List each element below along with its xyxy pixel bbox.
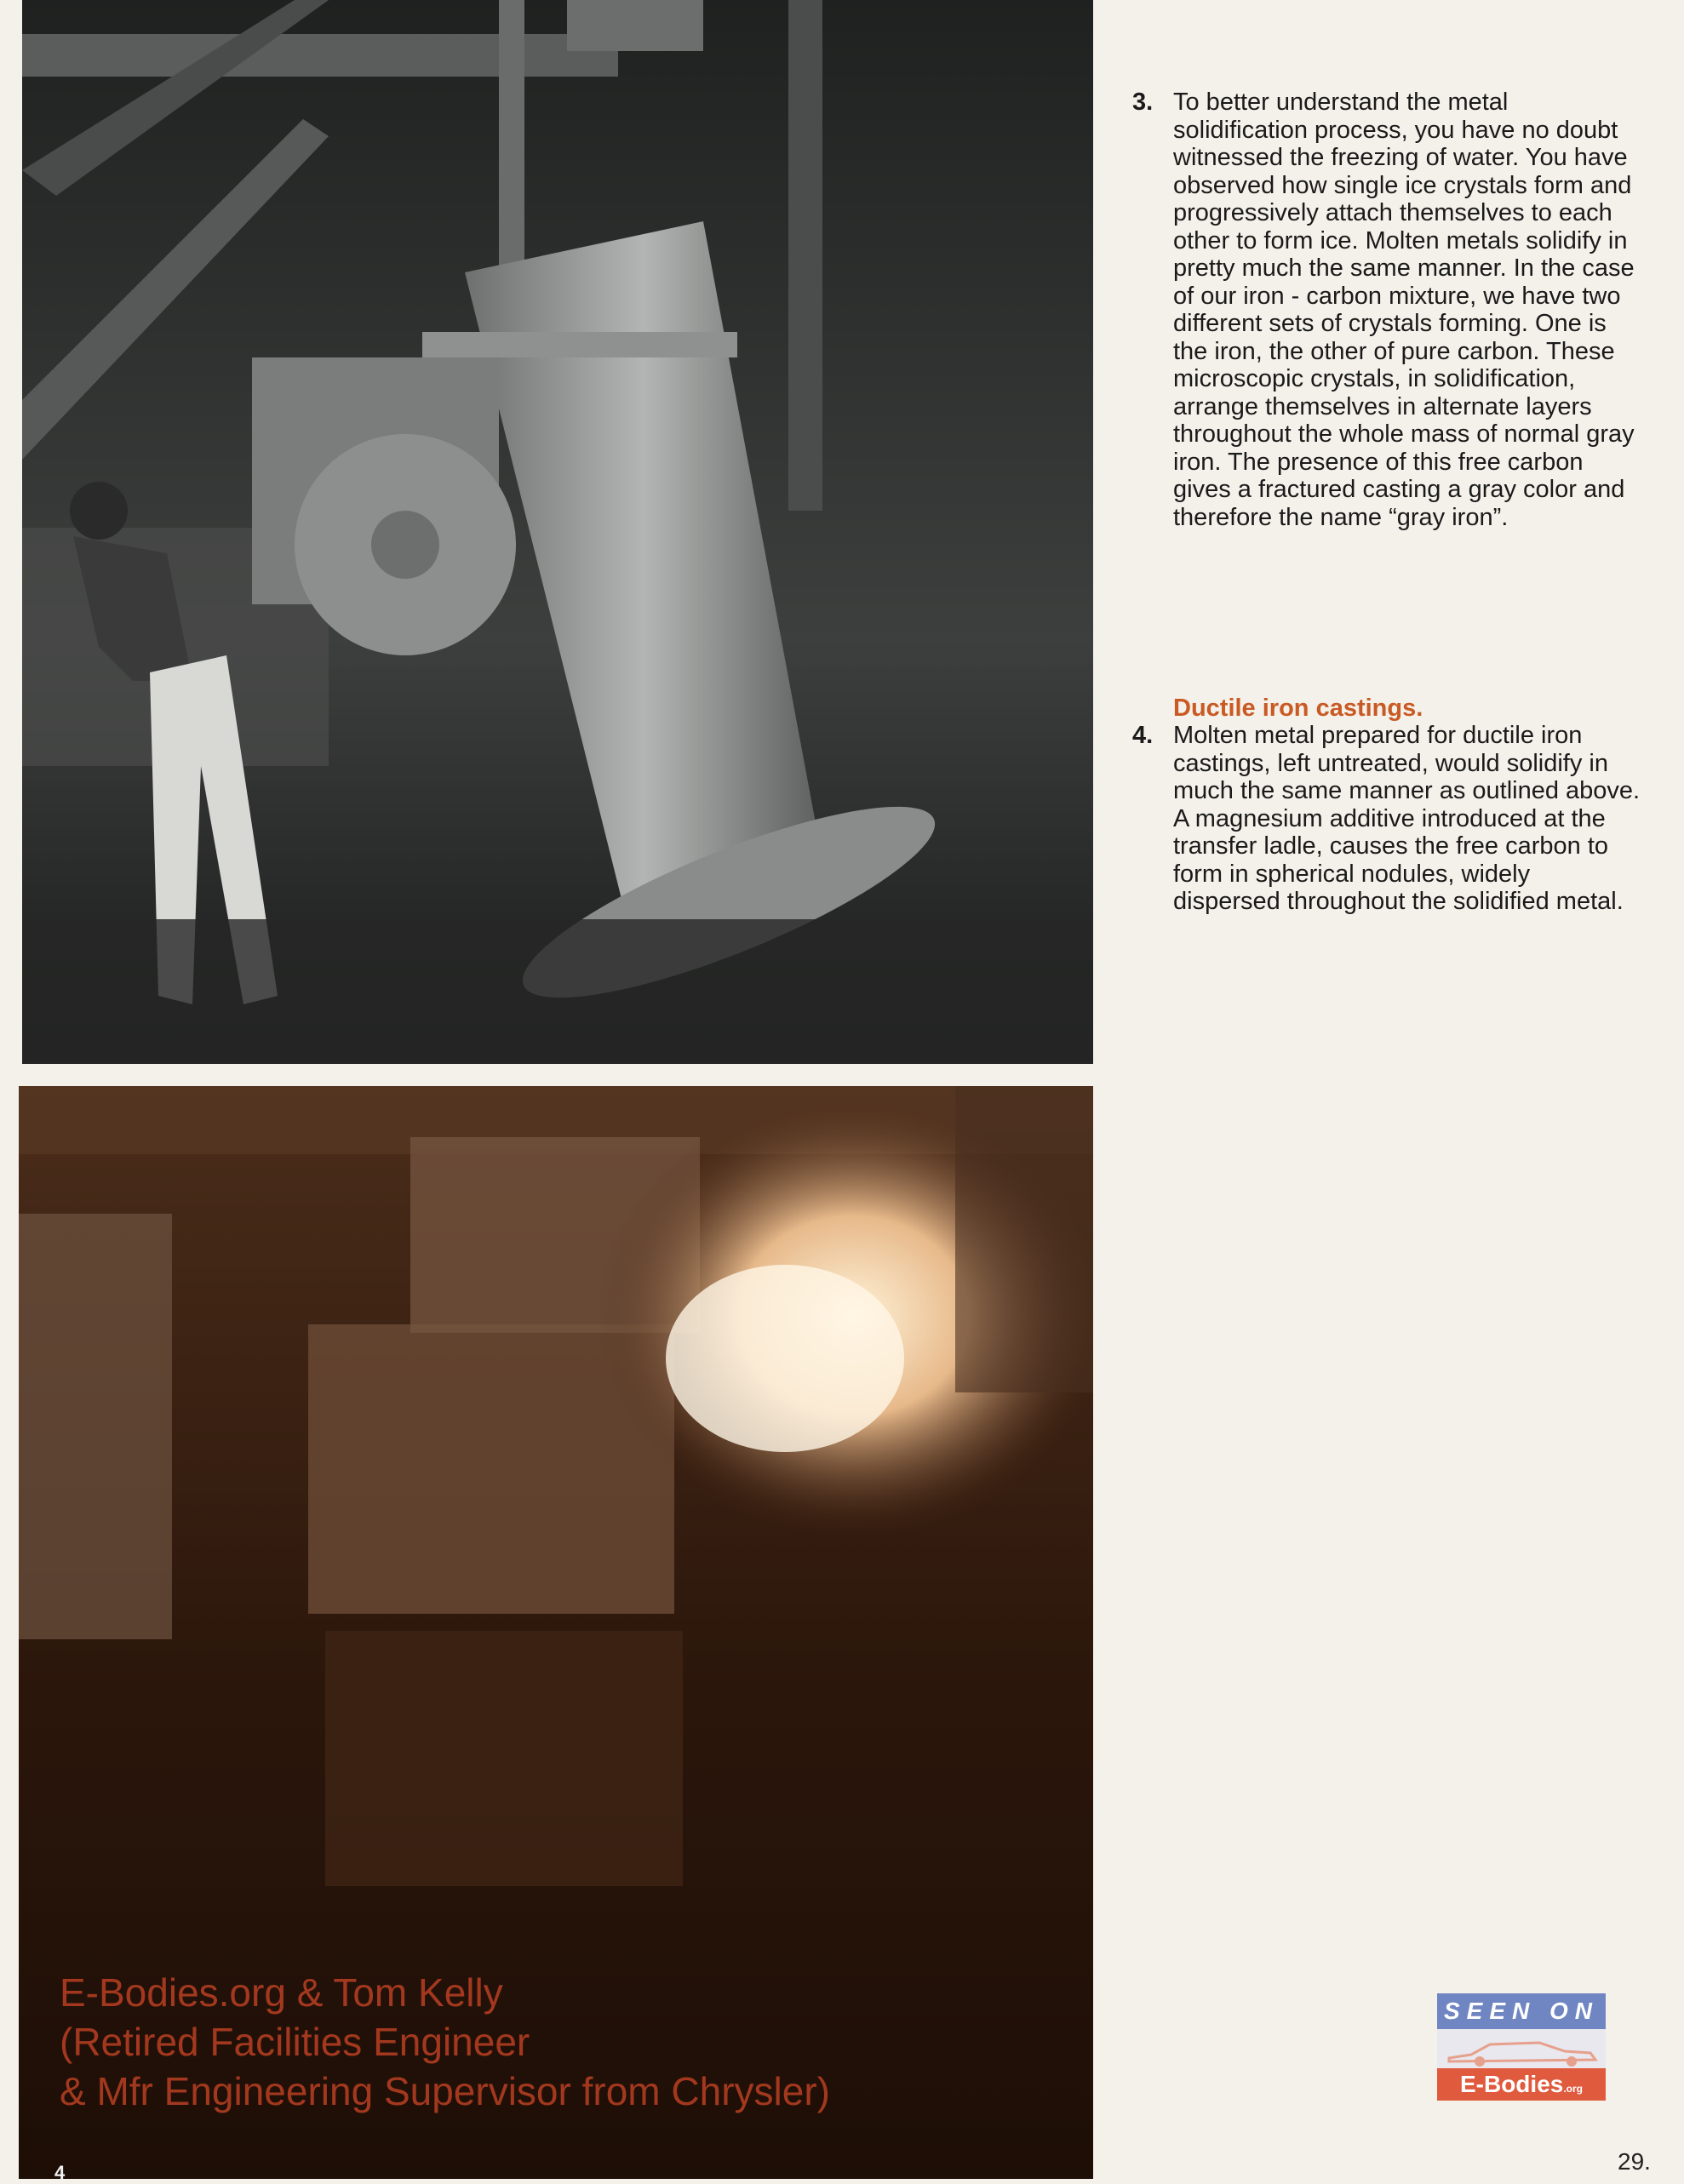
paragraph-4-number: 4. xyxy=(1132,722,1154,749)
paragraph-3-text: To better understand the metal solidification process, you have no doubt witnessed the freezing of water. You have observed how single ice crystals form and progressively attach themselves to each other to form ice. Molten metals solidify in pretty much the same manner. In the case of our iron - carbon mixture, we have two different sets of crystals forming. One is the iron, the other of pure carbon. These microscopic crystals, in solidification, arrange themselves in alternate layers throughout the whole mass of normal gray iron. The presence of this free carbon gives a fractured casting a gray color and therefore the name “gray iron”. xyxy=(1173,89,1635,531)
paragraph-4 xyxy=(1132,722,1643,916)
paragraph-3 xyxy=(1132,89,1643,531)
seen-on-badge xyxy=(1437,1993,1606,2101)
watermark-line-2: (Retired Facilities Engineer xyxy=(60,2020,530,2064)
page-number: 29. xyxy=(1618,2148,1651,2175)
section-heading-ductile-iron: Ductile iron castings. xyxy=(1173,695,1423,722)
car-silhouette-icon xyxy=(1437,2029,1606,2068)
watermark-line-1: E-Bodies.org & Tom Kelly xyxy=(60,1970,503,2015)
ladle-photo xyxy=(22,0,1093,1064)
badge-top-text: SEEN ON xyxy=(1437,1993,1606,2029)
badge-suffix: .org xyxy=(1563,2083,1584,2095)
ladle-illustration xyxy=(22,0,1093,1064)
paragraph-3-number: 3. xyxy=(1132,89,1154,116)
badge-brand: E-Bodies xyxy=(1459,2071,1564,2097)
watermark-line-3: & Mfr Engineering Supervisor from Chrysler) xyxy=(60,2069,830,2113)
badge-bottom xyxy=(1437,2068,1606,2101)
paragraph-4-text: Molten metal prepared for ductile iron castings, left untreated, would solidify in much the same manner as outlined above. A magnesium additive introduced at the transfer ladle, causes the free carbon to form in spherical nodules, widely dispersed throughout the solidified metal. xyxy=(1173,722,1641,915)
photo-page-number: 4 xyxy=(54,2162,66,2183)
watermark xyxy=(60,1968,830,2116)
